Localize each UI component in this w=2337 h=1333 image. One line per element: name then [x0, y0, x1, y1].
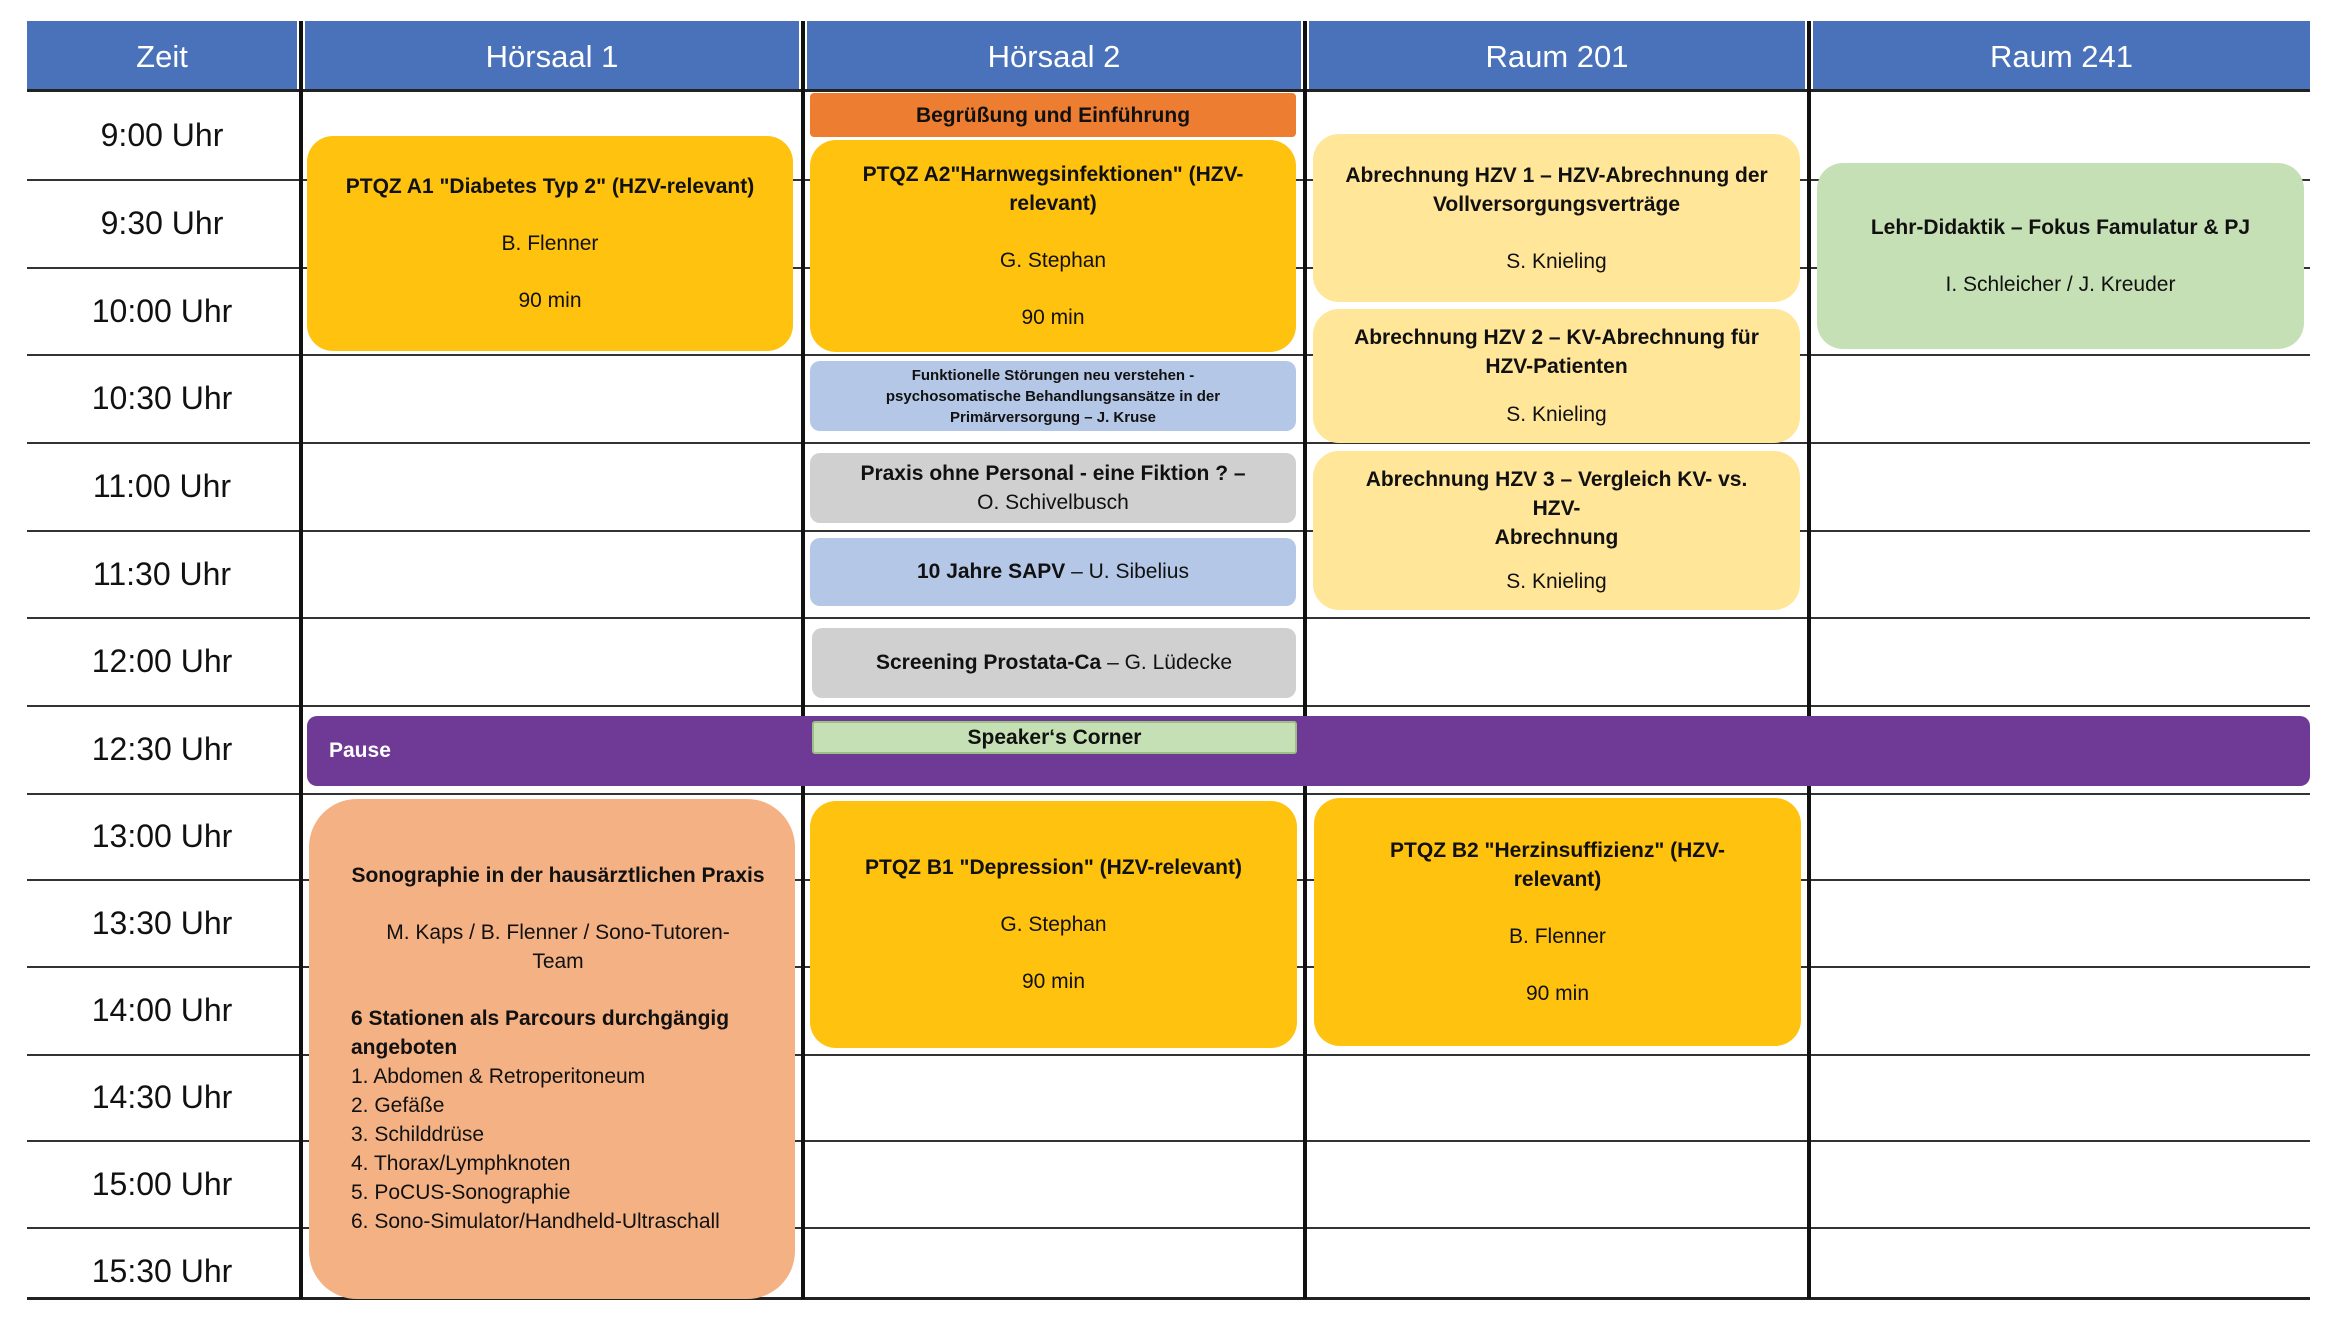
event-praxis-ohne-personal[interactable]	[810, 453, 1296, 523]
event-duration: 90 min	[1021, 970, 1086, 993]
grid-line	[27, 705, 2310, 707]
event-speaker: G. Stephan	[1000, 913, 1107, 936]
time-label: 12:30 Uhr	[91, 731, 233, 767]
event-title-line1: PTQZ B2 "Herzinsuffizienz" (HZV-	[1390, 839, 1725, 862]
event-stations-line1: 6 Stationen als Parcours durchgängig	[351, 1007, 730, 1030]
event-speaker: S. Knieling	[1506, 249, 1607, 273]
event-duration: 90 min	[1021, 306, 1085, 329]
event-title-line1: Abrechnung HZV 2 – KV-Abrechnung für	[1354, 326, 1759, 349]
event-title: Praxis ohne Personal - eine Fiktion ? –	[860, 462, 1246, 485]
header-raum-241: Raum 241	[1813, 21, 2310, 92]
station-item: 1. Abdomen & Retroperitoneum	[351, 1065, 646, 1088]
event-speakers-corner[interactable]	[812, 721, 1297, 754]
time-label: 12:00 Uhr	[91, 643, 233, 679]
event-title-line2: Abrechnung	[1494, 526, 1619, 549]
event-line2: psychosomatische Behandlungsansätze in der	[885, 387, 1221, 405]
event-title: PTQZ A1 "Diabetes Typ 2" (HZV-relevant)	[345, 175, 755, 198]
event-speaker: B. Flenner	[501, 232, 599, 255]
header-zeit: Zeit	[27, 21, 297, 92]
event-abrechnung-hzv-3[interactable]	[1313, 451, 1800, 610]
grid-line	[27, 354, 2310, 356]
event-pause[interactable]	[307, 716, 2310, 786]
event-speaker: S. Knieling	[1506, 570, 1607, 593]
event-title: Speaker‘s Corner	[967, 726, 1142, 749]
event-duration: 90 min	[518, 289, 582, 312]
event-ptqz-a2[interactable]	[810, 140, 1296, 352]
event-line3: Primärversorgung – J. Kruse	[950, 408, 1156, 426]
event-title-line1: PTQZ A2"Harnwegsinfektionen" (HZV-	[862, 163, 1244, 186]
event-title: 10 Jahre SAPV	[917, 560, 1066, 583]
station-item: 4. Thorax/Lymphknoten	[351, 1152, 571, 1175]
event-begruessung[interactable]	[810, 93, 1296, 137]
event-lehr-didaktik[interactable]	[1817, 163, 2304, 349]
event-speaker: B. Flenner	[1509, 925, 1606, 948]
event-speaker: – G. Lüdecke	[1101, 651, 1232, 674]
station-item: 6. Sono-Simulator/Handheld-Ultraschall	[351, 1210, 720, 1233]
event-ptqz-b1[interactable]	[810, 801, 1297, 1048]
event-duration: 90 min	[1525, 982, 1590, 1005]
event-speaker: – U. Sibelius	[1065, 560, 1189, 583]
event-title: Begrüßung und Einführung	[915, 103, 1191, 127]
event-stations-line2: angeboten	[351, 1036, 458, 1059]
event-line1: Funktionelle Störungen neu verstehen -	[911, 366, 1195, 384]
time-label: 9:30 Uhr	[100, 205, 224, 241]
event-title: Sonographie in der hausärztlichen Praxis	[351, 864, 765, 887]
event-screening-prostata[interactable]	[812, 628, 1296, 698]
event-title-line2: Vollversorgungsverträge	[1432, 192, 1681, 216]
grid-line	[27, 793, 2310, 795]
event-abrechnung-hzv-2[interactable]	[1313, 309, 1800, 443]
event-abrechnung-hzv-1[interactable]	[1313, 134, 1800, 302]
time-label: 14:00 Uhr	[91, 992, 233, 1028]
event-title: Screening Prostata-Ca	[876, 651, 1102, 674]
time-label: 15:00 Uhr	[91, 1165, 233, 1202]
event-speaker-line1: M. Kaps / B. Flenner / Sono-Tutoren-	[386, 921, 730, 944]
event-title: PTQZ B1 "Depression" (HZV-relevant)	[865, 856, 1242, 879]
event-ptqz-b2[interactable]	[1314, 798, 1801, 1046]
event-speaker: G. Stephan	[999, 249, 1107, 272]
column-divider	[1303, 21, 1307, 1299]
event-title-line2: relevant)	[1513, 868, 1602, 891]
event-title-line2: relevant)	[1009, 192, 1097, 215]
time-label: 10:30 Uhr	[91, 380, 233, 416]
event-speaker: I. Schleicher / J. Kreuder	[1945, 273, 2176, 296]
grid-line	[27, 530, 2310, 532]
event-title: Lehr-Didaktik – Fokus Famulatur & PJ	[1870, 216, 2251, 239]
time-label: 13:00 Uhr	[91, 818, 233, 854]
header-hoersaal-2: Hörsaal 2	[807, 21, 1301, 92]
time-label: 10:00 Uhr	[91, 292, 233, 329]
event-10-jahre-sapv[interactable]	[810, 538, 1296, 606]
grid-line	[27, 442, 2310, 444]
event-funktionelle-stoerungen[interactable]	[810, 361, 1296, 431]
grid-line	[27, 617, 2310, 619]
event-sonographie[interactable]	[309, 799, 795, 1299]
station-item: 3. Schilddrüse	[351, 1123, 485, 1146]
station-item: 2. Gefäße	[351, 1094, 445, 1117]
event-title-line1: Abrechnung HZV 3 – Vergleich KV- vs. HZV-	[1365, 468, 1748, 520]
time-label: 11:00 Uhr	[92, 468, 232, 504]
event-title-line2: HZV-Patienten	[1485, 355, 1628, 378]
station-item: 5. PoCUS-Sonographie	[351, 1181, 571, 1204]
time-label: 9:00 Uhr	[100, 117, 224, 153]
event-speaker-line2: Team	[532, 950, 584, 973]
event-title-line1: Abrechnung HZV 1 – HZV-Abrechnung der	[1345, 163, 1768, 187]
pause-label: Pause	[329, 739, 391, 762]
column-divider	[801, 21, 805, 1299]
event-ptqz-a1[interactable]	[307, 136, 793, 351]
header-hoersaal-1: Hörsaal 1	[305, 21, 799, 92]
event-speaker: O. Schivelbusch	[977, 491, 1129, 514]
time-label: 13:30 Uhr	[91, 904, 233, 941]
column-divider	[299, 21, 303, 1299]
event-speaker: S. Knieling	[1506, 403, 1607, 426]
time-label: 15:30 Uhr	[91, 1252, 233, 1289]
time-label: 11:30 Uhr	[92, 555, 232, 592]
time-label: 14:30 Uhr	[91, 1079, 233, 1115]
grid-line-top	[27, 89, 2310, 92]
column-divider	[1807, 21, 1811, 1299]
header-raum-201: Raum 201	[1309, 21, 1805, 92]
